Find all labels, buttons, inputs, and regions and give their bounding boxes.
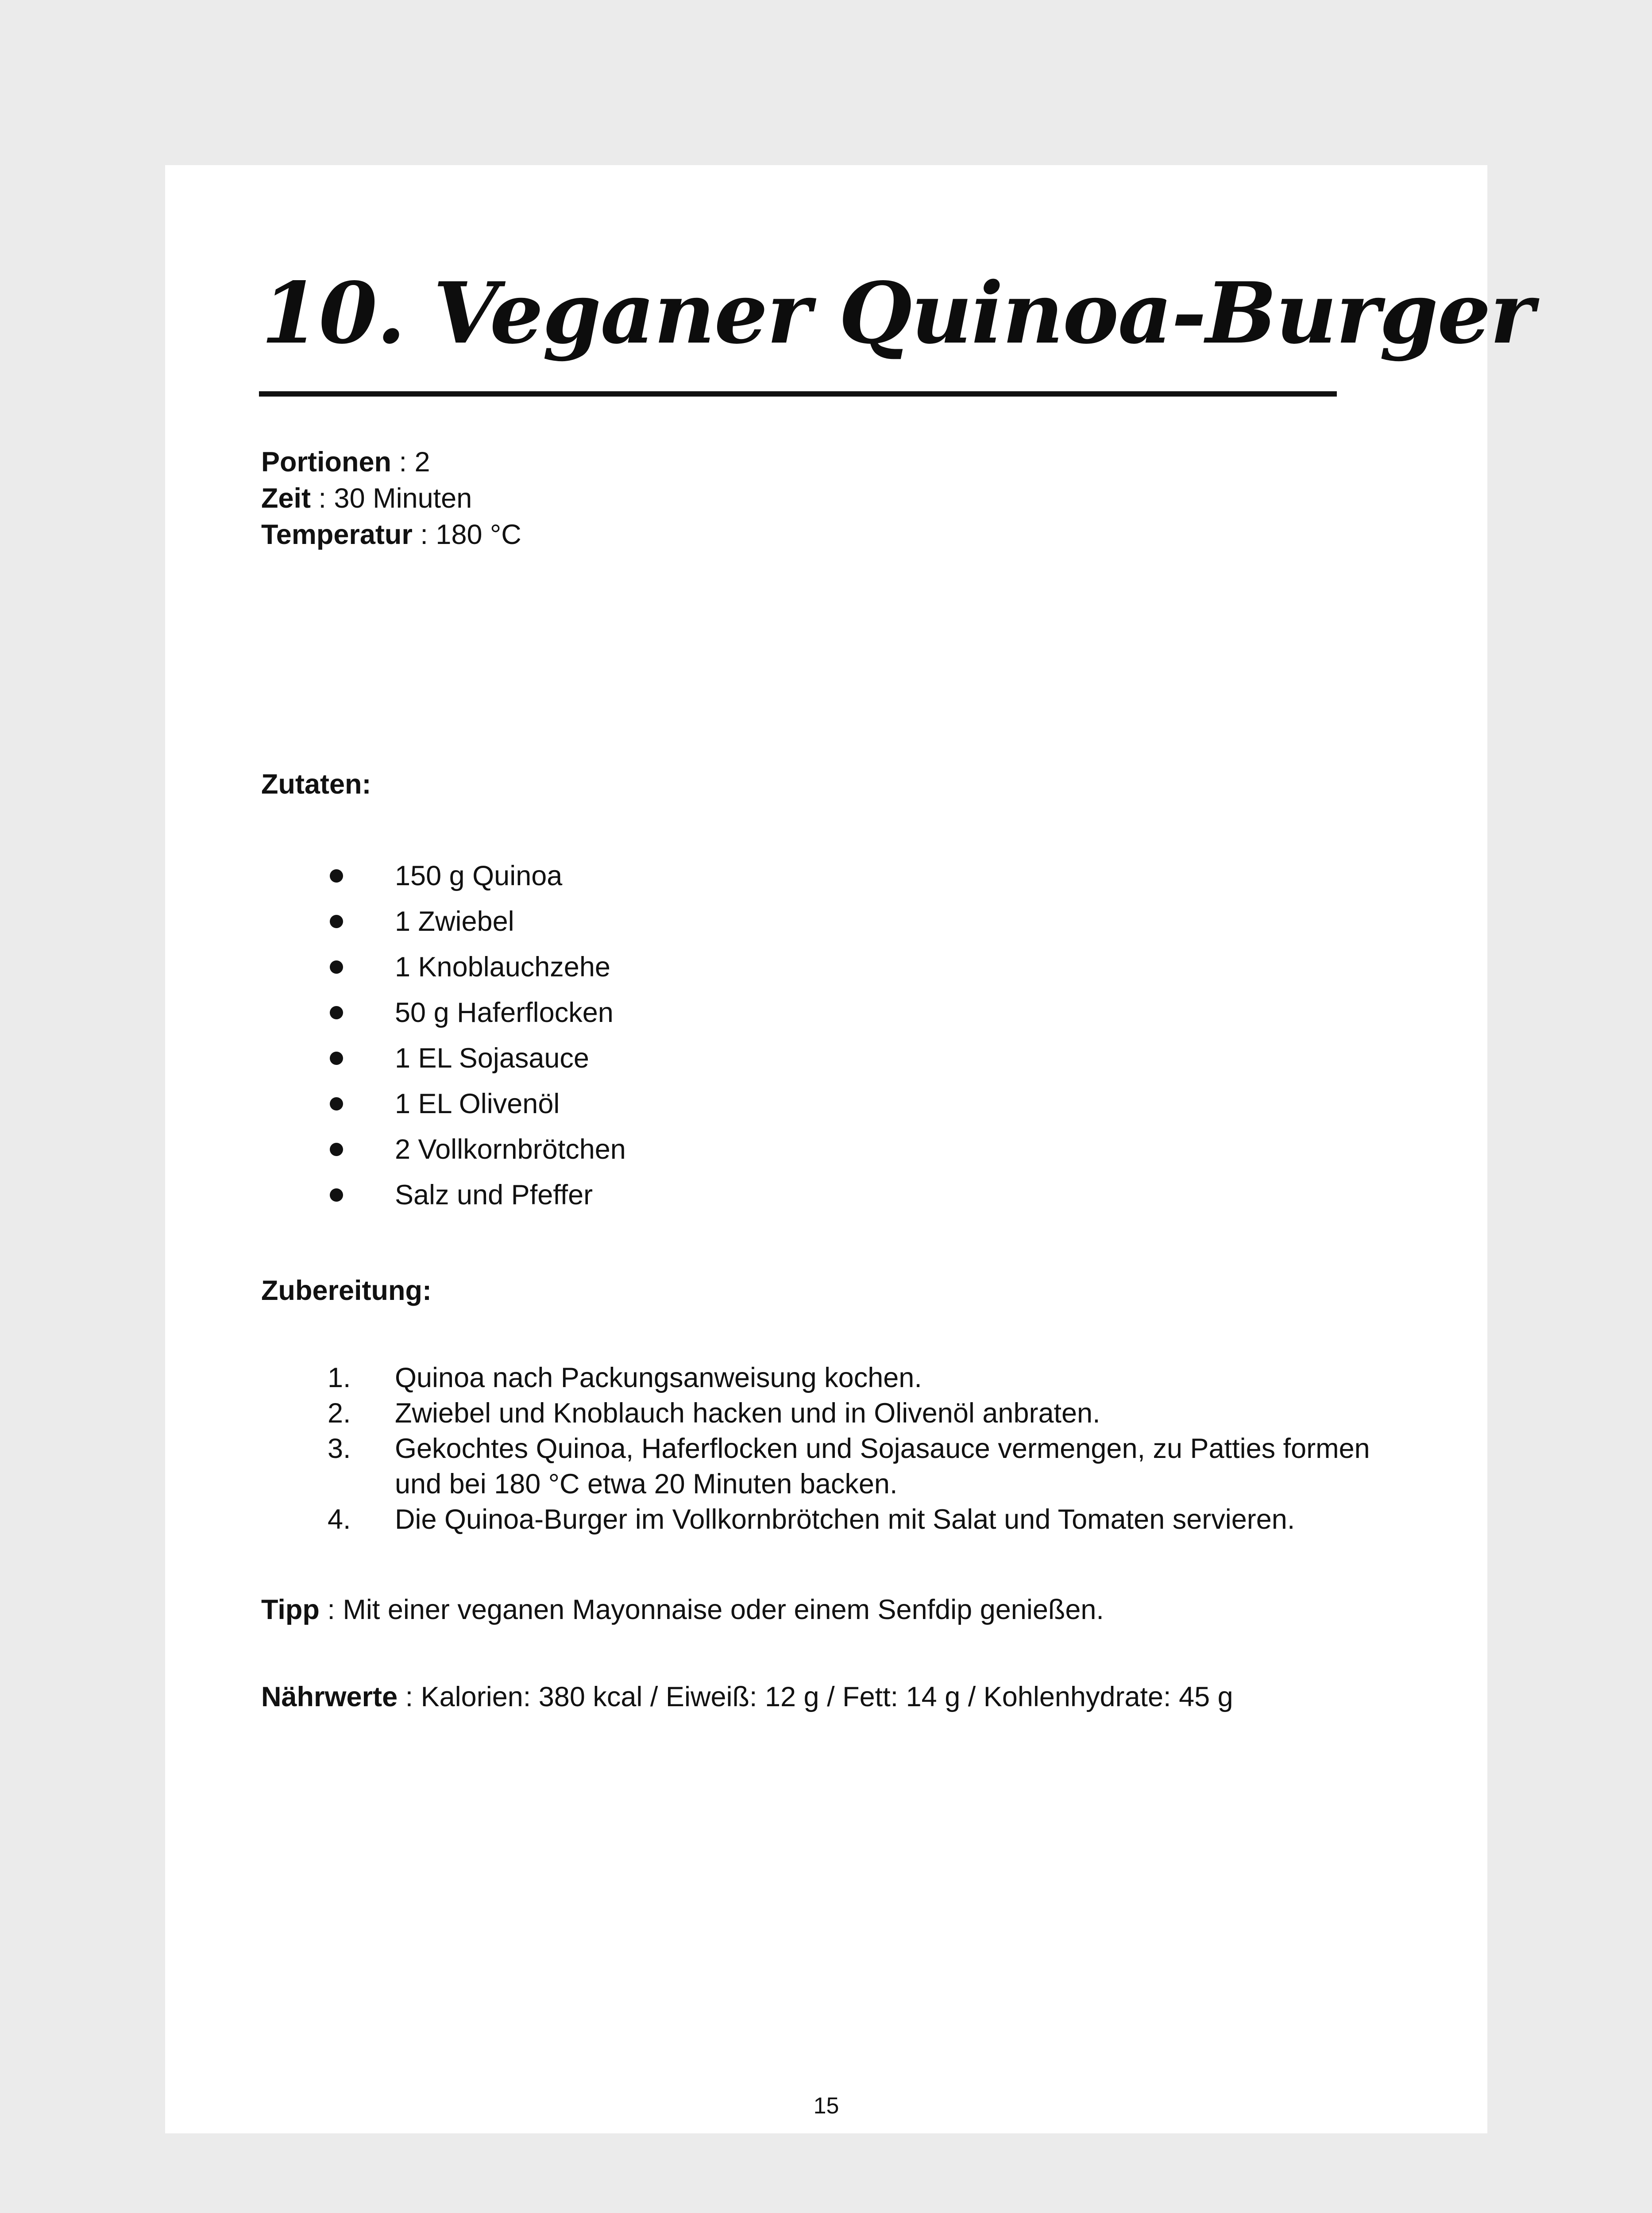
list-item <box>165 1396 1417 1431</box>
nutrition-text: : Kalorien: 380 kcal / Eiweiß: 12 g / Fett: 14 g / Kohlenhydrate: 45 g <box>398 1681 1233 1712</box>
preparation-steps <box>165 1360 1417 1537</box>
servings-value: : 2 <box>391 447 430 478</box>
ingredient-text: 1 EL Olivenöl <box>395 1088 560 1119</box>
step-text: Quinoa nach Packungsanweisung kochen. <box>395 1362 922 1393</box>
bullet-icon <box>330 1188 343 1202</box>
page-number: 15 <box>813 2093 839 2119</box>
bullet-icon <box>330 1052 343 1065</box>
ingredient-text: 1 Knoblauchzehe <box>395 952 610 983</box>
ingredient-text: 1 EL Sojasauce <box>395 1043 589 1074</box>
recipe-title: 10. Veganer Quinoa-Burger <box>261 264 1534 362</box>
time-value: : 30 Minuten <box>311 483 472 514</box>
ingredient-text: 150 g Quinoa <box>395 860 563 891</box>
step-text: Die Quinoa-Burger im Vollkornbrötchen mit Salat und Tomaten servieren. <box>395 1504 1295 1535</box>
bullet-icon <box>330 869 343 883</box>
step-text: Zwiebel und Knoblauch hacken und in Olivenöl anbraten. <box>395 1398 1100 1429</box>
preparation-heading: Zubereitung: <box>261 1275 432 1306</box>
bullet-icon <box>330 960 343 974</box>
time-label: Zeit <box>261 483 311 514</box>
nutrition-label: Nährwerte <box>261 1681 398 1712</box>
step-number: 4. <box>328 1504 351 1535</box>
list-item <box>165 1431 1417 1502</box>
list-item <box>165 1360 1417 1396</box>
ingredient-text: 50 g Haferflocken <box>395 997 614 1028</box>
bullet-icon <box>330 915 343 928</box>
list-item <box>165 1502 1417 1537</box>
step-number: 1. <box>328 1362 351 1393</box>
step-number: 3. <box>328 1433 351 1464</box>
tip-line <box>261 1592 1104 1628</box>
step-text: Gekochtes Quinoa, Haferflocken und Sojasauce vermengen, zu Patties formen und bei 180 °C etwa 20 Minuten backen. <box>395 1433 1370 1500</box>
title-underline <box>259 391 1337 397</box>
temperature-row <box>261 517 521 553</box>
tip-text: : Mit einer veganen Mayonnaise oder einem Senfdip genießen. <box>319 1594 1104 1625</box>
servings-row <box>261 444 521 480</box>
document-page <box>165 165 1534 2133</box>
ingredient-text: Salz und Pfeffer <box>395 1180 593 1211</box>
step-number: 2. <box>328 1398 351 1429</box>
nutrition-line <box>261 1679 1233 1715</box>
ingredients-heading: Zutaten: <box>261 769 371 800</box>
ingredient-text: 1 Zwiebel <box>395 906 514 937</box>
ingredient-text: 2 Vollkornbrötchen <box>395 1134 626 1165</box>
bullet-icon <box>330 1097 343 1110</box>
time-row <box>261 480 521 517</box>
temperature-value: : 180 °C <box>412 519 521 550</box>
tip-label: Tipp <box>261 1594 320 1625</box>
servings-label: Portionen <box>261 447 391 478</box>
bullet-icon <box>330 1143 343 1156</box>
recipe-meta <box>261 444 521 553</box>
temperature-label: Temperatur <box>261 519 413 550</box>
bullet-icon <box>330 1006 343 1019</box>
